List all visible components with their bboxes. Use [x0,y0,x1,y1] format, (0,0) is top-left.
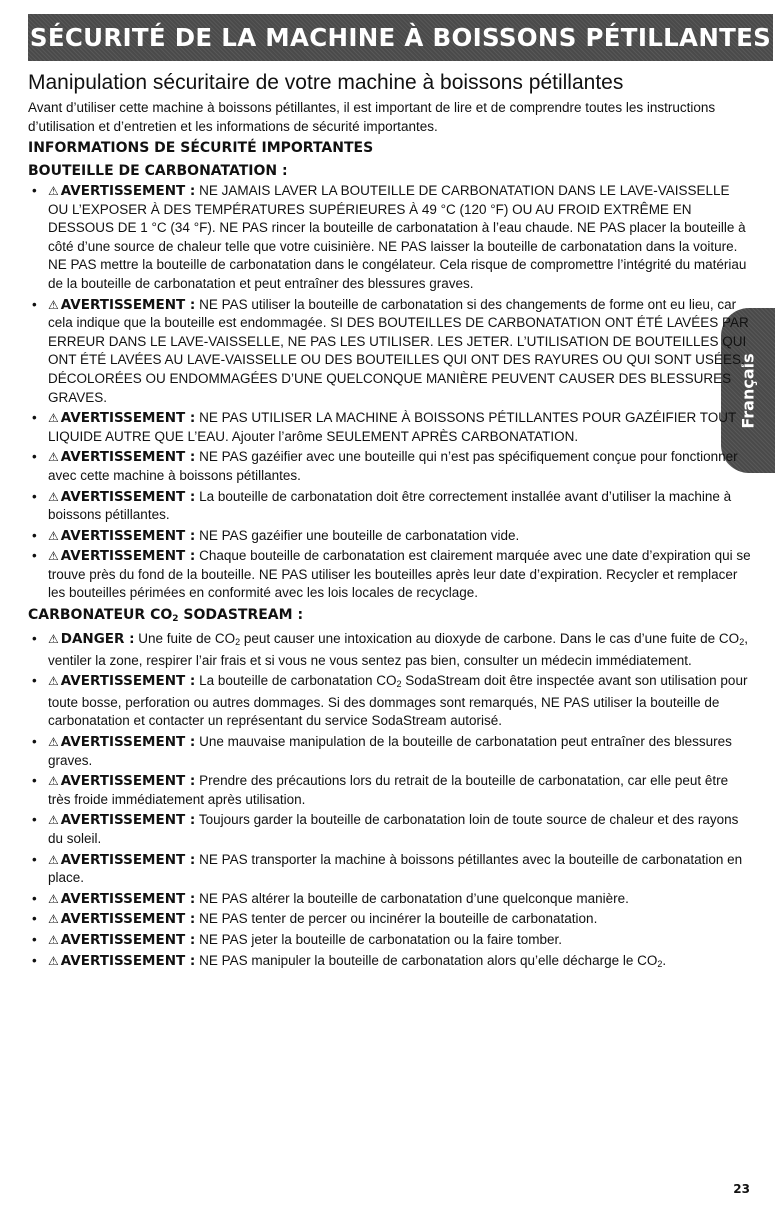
section-subtitle: Manipulation sécuritaire de votre machine à boissons pétillantes [28,71,624,94]
warning-triangle-icon: ⚠ [48,489,59,504]
warning-item [28,409,753,446]
warning-triangle-icon: ⚠ [48,528,59,543]
warning-label: AVERTISSEMENT : [60,851,196,868]
warning-item [28,931,753,950]
warning-triangle-icon: ⚠ [48,891,59,906]
warning-label: AVERTISSEMENT : [60,734,196,751]
warning-triangle-icon: ⚠ [48,184,59,198]
warning-text: NE PAS UTILISER LA MACHINE À BOISSONS PÉTILLANTES POUR GAZÉIFIER TOUT LIQUIDE AUTRE QUE L’EAU. Ajouter l’arôme SEULEMENT APRÈS CARBONATATION. [48,410,736,444]
warning-item [28,672,753,731]
warning-text: NE PAS altérer la bouteille de carbonatation d’une quelconque manière. [199,890,629,906]
warning-triangle-icon: ⚠ [48,632,59,647]
warning-label: AVERTISSEMENT : [60,773,196,790]
page-number: 23 [733,1182,750,1196]
bottle-warning-list [28,182,753,603]
warning-triangle-icon: ⚠ [48,674,59,689]
warning-label: AVERTISSEMENT : [60,183,196,199]
warning-item [28,851,753,888]
co2-heading: CARBONATEUR $CO_2$ SODASTREAM : [28,607,304,625]
warning-text: Une mauvaise manipulation de la bouteille de carbonatation peut entraîner des blessures graves. [48,734,732,768]
warning-label: AVERTISSEMENT : [60,812,196,829]
warning-text: NE PAS gazéifier avec une bouteille qui n’est pas spécifiquement conçue pour fonctionner avec cette machine à boissons pétillantes. [48,449,738,483]
page-title: SÉCURITÉ DE LA MACHINE À BOISSONS PÉTILLANTES [29,23,772,52]
warning-triangle-icon: ⚠ [48,953,59,968]
warning-triangle-icon: ⚠ [48,852,59,867]
important-heading: INFORMATIONS DE SÉCURITÉ IMPORTANTES [28,140,374,156]
warning-triangle-icon: ⚠ [48,813,59,828]
danger-label: DANGER : [60,631,135,648]
warning-item [28,772,753,809]
warning-triangle-icon: ⚠ [48,411,59,426]
warning-label: AVERTISSEMENT : [60,931,196,948]
danger-item [28,630,753,670]
warning-label: AVERTISSEMENT : [60,449,196,466]
warning-label: AVERTISSEMENT : [60,548,196,565]
warning-triangle-icon: ⚠ [48,297,59,312]
warning-label: AVERTISSEMENT : [60,890,196,907]
warning-item [28,952,753,974]
warning-triangle-icon: ⚠ [48,549,59,564]
warning-triangle-icon: ⚠ [48,912,59,927]
warning-label: AVERTISSEMENT : [60,410,196,427]
warning-text: NE PAS gazéifier une bouteille de carbonatation vide. [199,527,520,543]
bottle-heading: BOUTEILLE DE CARBONATATION : [28,163,288,179]
warning-item [28,733,753,770]
language-tab-label: Français [738,352,758,429]
warning-item [28,527,753,546]
warning-text: Toujours garder la bouteille de carbonatation loin de toute source de chaleur et des rayons du soleil. [48,812,739,846]
warning-label: AVERTISSEMENT : [60,673,196,690]
warning-label: AVERTISSEMENT : [60,527,196,544]
warning-label: AVERTISSEMENT : [60,952,196,969]
warning-text: NE PAS utiliser la bouteille de carbonatation si des changements de forme ont eu lieu, car cela indique que la bouteille est endommagée. SI DES BOUTEILLES DE CARBONATATION ONT ÉTÉ LAVÉES PAR ERREUR DANS LE LAVE-VAISSELLE, NE PAS LES UTILISER. LES JETER. L’UTILISATION DE BOUTEILLES QUI ONT ÉTÉ LAVÉES AU LAVE-VAISSELLE OU DES BOUTEILLES QUI ONT DES RAYURES OU QUI SONT USÉES, DÉCOLORÉES OU ENDOMMAGÉES D’UNE QUELCONQUE MANIÈRE PEUVENT CAUSER DES BLESSURES GRAVES. [48,296,749,405]
warning-item [28,811,753,848]
warning-item [28,910,753,929]
warning-item [28,448,753,485]
warning-triangle-icon: ⚠ [48,932,59,947]
warning-text: NE JAMAIS LAVER LA BOUTEILLE DE CARBONATATION DANS LE LAVE-VAISSELLE OU L’EXPOSER À DES TEMPÉRATURES SUPÉRIEURES À 49 °C (120 °F) OU AU FROID EXTRÊME EN DESSOUS DE 1 °C (34 °F). NE PAS rincer la bouteille de carbonatation à l’eau chaude. NE PAS placer la bouteille à côté d’une source de chaleur telle que votre cuisinière. NE PAS laisser la bouteille de carbonatation dans la voiture. NE PAS mettre la bouteille de carbonatation dans le congélateur. Cela risque de compromettre l’intégrité du matériau de la bouteille de carbonatation et peut entraîner des blessures graves. [48,183,747,291]
co2-warning-list [28,630,753,973]
warning-label: AVERTISSEMENT : [60,488,196,505]
warning-triangle-icon: ⚠ [48,774,59,789]
danger-text: Une fuite de $CO_2$ peut causer une intoxication au dioxyde de carbone. Dans le cas d’une fuite de $CO_2$, ventiler la zone, respirer l’air frais et si vous ne vous sentez pas bien, consulter un médecin immédiatement. [48,631,748,668]
warning-item [28,182,753,294]
warning-text: La bouteille de carbonatation doit être correctement installée avant d’utiliser la machine à boissons pétillantes. [48,488,732,523]
warning-text: NE PAS transporter la machine à boissons pétillantes avec la bouteille de carbonatation en place. [48,851,743,886]
warning-label: AVERTISSEMENT : [60,911,196,928]
header-banner [28,14,773,61]
warning-text: NE PAS tenter de percer ou incinérer la bouteille de carbonatation. [199,911,598,927]
warning-item [28,547,753,603]
warning-label: AVERTISSEMENT : [60,296,196,313]
warning-item [28,488,753,525]
intro-paragraph: Avant d’utiliser cette machine à boissons pétillantes, il est important de lire et de comprendre toutes les instructions d’utilisation et d’entretien et les informations de sécurité importantes. [28,100,716,134]
warning-triangle-icon: ⚠ [48,735,59,750]
warning-triangle-icon: ⚠ [48,450,59,465]
main-content [28,68,753,975]
warning-text: NE PAS manipuler la bouteille de carbonatation alors qu’elle décharge le $CO_2$. [199,952,667,969]
warning-text: La bouteille de carbonatation $CO_2$ SodaStream doit être inspectée avant son utilisation pour toute bosse, perforation ou autres dommages. Si des dommages sont remarqués, NE PAS utiliser la bouteille de carbonatation et contacter un représentant du service SodaStream autorisé. [48,673,748,729]
warning-text: NE PAS jeter la bouteille de carbonatation ou la faire tomber. [199,931,563,947]
warning-text: Prendre des précautions lors du retrait de la bouteille de carbonatation, car elle peut être très froide immédiatement après utilisation. [48,773,729,807]
warning-item [28,890,753,909]
warning-text: Chaque bouteille de carbonatation est clairement marquée avec une date d’expiration qui se trouve près du fond de la bouteille. NE PAS utiliser les bouteilles après leur date d’expiration. Recycler et remplacer les bouteilles périmées en conformité avec les lois locales de recyclage. [48,548,751,601]
warning-item [28,296,753,408]
